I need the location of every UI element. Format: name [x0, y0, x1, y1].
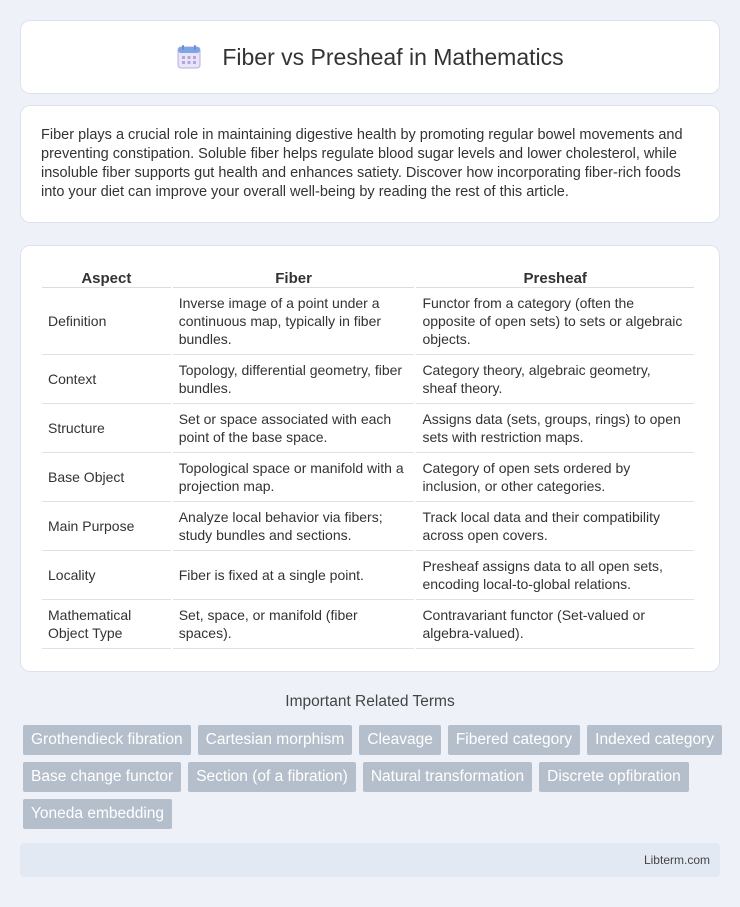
related-term-tag[interactable]: Natural transformation — [363, 762, 532, 792]
cell-presheaf: Category of open sets ordered by inclusion, or other categories. — [416, 453, 694, 502]
related-terms-list — [23, 725, 723, 829]
table-row — [42, 551, 694, 600]
table-row — [42, 600, 694, 649]
header-presheaf: Presheaf — [416, 266, 694, 288]
footer — [20, 843, 720, 877]
cell-fiber: Inverse image of a point under a continuous map, typically in fiber bundles. — [173, 288, 415, 355]
cell-presheaf: Assigns data (sets, groups, rings) to open sets with restriction maps. — [416, 404, 694, 453]
related-term-tag[interactable]: Cartesian morphism — [198, 725, 353, 755]
cell-aspect: Mathematical Object Type — [42, 600, 171, 649]
related-term-tag[interactable]: Fibered category — [448, 725, 580, 755]
related-term-tag[interactable]: Yoneda embedding — [23, 799, 172, 829]
related-term-tag[interactable]: Section (of a fibration) — [188, 762, 356, 792]
cell-presheaf: Presheaf assigns data to all open sets, encoding local-to-global relations. — [416, 551, 694, 600]
table-row — [42, 355, 694, 404]
cell-presheaf: Category theory, algebraic geometry, sheaf theory. — [416, 355, 694, 404]
cell-aspect: Main Purpose — [42, 502, 171, 551]
related-term-tag[interactable]: Discrete opfibration — [539, 762, 689, 792]
cell-presheaf: Functor from a category (often the opposite of open sets) to sets or algebraic objects. — [416, 288, 694, 355]
cell-fiber: Set or space associated with each point of the base space. — [173, 404, 415, 453]
cell-aspect: Locality — [42, 551, 171, 600]
related-term-tag[interactable]: Indexed category — [587, 725, 722, 755]
comparison-table-card — [20, 245, 720, 672]
related-term-tag[interactable]: Grothendieck fibration — [23, 725, 191, 755]
table-row — [42, 453, 694, 502]
intro-text: Fiber plays a crucial role in maintaining digestive health by promoting regular bowel movements and preventing constipation. Soluble fiber helps regulate blood sugar levels and lower cholesterol, while insoluble fiber supports gut health and enhances satiety. Discover how incorporating fiber-rich foods into your diet can improve your overall well-being by reading the rest of this article. — [41, 127, 683, 200]
cell-aspect: Context — [42, 355, 171, 404]
cell-presheaf: Track local data and their compatibility across open covers. — [416, 502, 694, 551]
table-row — [42, 288, 694, 355]
cell-presheaf: Contravariant functor (Set-valued or algebra-valued). — [416, 600, 694, 649]
cell-fiber: Topological space or manifold with a projection map. — [173, 453, 415, 502]
cell-aspect: Structure — [42, 404, 171, 453]
cell-fiber: Topology, differential geometry, fiber bundles. — [173, 355, 415, 404]
related-term-tag[interactable]: Cleavage — [359, 725, 441, 755]
page-title: Fiber vs Presheaf in Mathematics — [222, 43, 564, 70]
title-card — [20, 20, 720, 94]
cell-aspect: Definition — [42, 288, 171, 355]
intro-card — [20, 105, 720, 223]
related-term-tag[interactable]: Base change functor — [23, 762, 181, 792]
header-aspect: Aspect — [42, 266, 171, 288]
calendar-icon — [176, 44, 202, 70]
cell-fiber: Analyze local behavior via fibers; study bundles and sections. — [173, 502, 415, 551]
table-row — [42, 502, 694, 551]
cell-fiber: Fiber is fixed at a single point. — [173, 551, 415, 600]
footer-site-link[interactable]: Libterm.com — [643, 853, 710, 867]
table-header-row — [42, 266, 694, 288]
cell-fiber: Set, space, or manifold (fiber spaces). — [173, 600, 415, 649]
cell-aspect: Base Object — [42, 453, 171, 502]
header-fiber: Fiber — [173, 266, 415, 288]
related-terms-title: Important Related Terms — [285, 693, 455, 710]
table-row — [42, 404, 694, 453]
comparison-table — [40, 266, 696, 649]
